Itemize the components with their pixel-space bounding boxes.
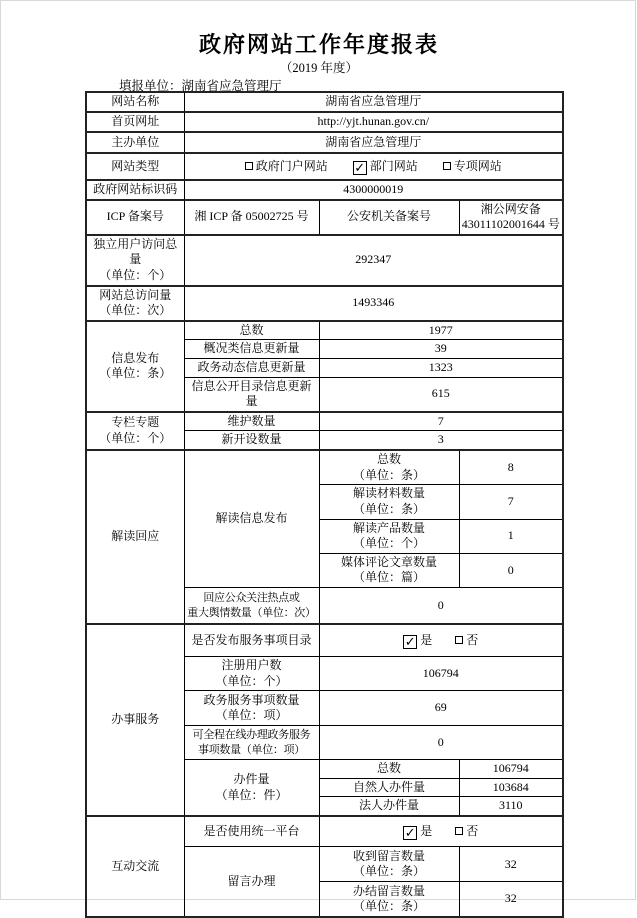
interpret-row-value: 1 [459, 519, 563, 553]
home-url-value: http://yjt.hunan.gov.cn/ [184, 112, 563, 132]
interpret-row-label: 解读产品数量 （单位：个） [319, 519, 459, 553]
checkbox-icon[interactable] [245, 162, 253, 170]
interpret-publish-label: 解读信息发布 [184, 450, 319, 588]
info-publish-row-value: 39 [319, 340, 563, 359]
checkbox-option-no[interactable] [455, 824, 478, 838]
checkbox-option-special-site[interactable] [443, 159, 502, 173]
case-volume-row-value: 103684 [459, 778, 563, 797]
icp-label: ICP 备案号 [86, 200, 184, 235]
checkbox-option-department-site[interactable] [353, 159, 418, 173]
case-volume-label: 办件量 （单位：件） [184, 760, 319, 816]
checkbox-icon[interactable] [455, 636, 463, 644]
interpret-row-value: 0 [459, 553, 563, 587]
organizer-value: 湖南省应急管理厅 [184, 132, 563, 153]
service-catalog-label: 是否发布服务事项目录 [184, 624, 319, 656]
case-volume-row-value: 3110 [459, 797, 563, 816]
page-subtitle: （2019 年度） [279, 61, 359, 75]
site-type-label: 网站类型 [86, 153, 184, 180]
total-visits-label: 网站总访问量 （单位：次） [86, 286, 184, 321]
case-volume-row-label: 总数 [319, 760, 459, 779]
unique-visitors-value: 292347 [184, 235, 563, 286]
unified-platform-options [319, 816, 563, 847]
checkbox-option-gov-portal[interactable] [245, 159, 328, 173]
site-code-value: 4300000019 [184, 180, 563, 200]
info-publish-row-value: 615 [319, 377, 563, 412]
service-row-label: 可全程在线办理政务服务 事项数量（单位：项） [184, 726, 319, 760]
info-publish-row-label: 概况类信息更新量 [184, 340, 319, 359]
special-topics-section-label: 专栏专题 （单位：个） [86, 412, 184, 450]
service-section-label: 办事服务 [86, 624, 184, 815]
service-row-value: 0 [319, 726, 563, 760]
case-volume-row-label: 法人办件量 [319, 797, 459, 816]
service-row-label: 政务服务事项数量 （单位：项） [184, 691, 319, 726]
service-row-value: 106794 [319, 656, 563, 690]
page-title: 政府网站工作年度报表 [198, 32, 439, 57]
interpret-section-label: 解读回应 [86, 450, 184, 625]
icp-value: 湘 ICP 备 05002725 号 [184, 200, 319, 235]
special-topics-row-value: 7 [319, 412, 563, 431]
checkbox-icon[interactable]: ✓ [354, 159, 366, 175]
info-publish-section-label: 信息发布 （单位：条） [86, 321, 184, 412]
case-volume-row-value: 106794 [459, 760, 563, 779]
info-publish-row-label: 信息公开目录信息更新量 [184, 377, 319, 412]
police-record-line2: 43011102001644 号 [461, 217, 560, 232]
checkbox-option-no[interactable] [455, 633, 478, 647]
message-row-value: 32 [459, 847, 563, 882]
option-label: 否 [466, 632, 479, 647]
interpret-row-label: 媒体评论文章数量 （单位：篇） [319, 553, 459, 587]
home-url-label: 首页网址 [86, 112, 184, 132]
info-publish-row-label: 总数 [184, 321, 319, 340]
police-record-label: 公安机关备案号 [319, 200, 459, 235]
option-label: 部门网站 [369, 158, 418, 173]
interpret-row-value: 8 [459, 450, 563, 485]
organizer-label: 主办单位 [86, 132, 184, 153]
info-publish-row-label: 政务动态信息更新量 [184, 358, 319, 377]
option-label: 是 [420, 632, 433, 647]
service-catalog-options [319, 624, 563, 656]
interpret-row-value: 7 [459, 485, 563, 519]
checkbox-icon[interactable]: ✓ [404, 824, 416, 840]
respond-hotspot-label: 回应公众关注热点或 重大舆情数量（单位：次） [184, 587, 319, 624]
interpret-row-label: 解读材料数量 （单位：条） [319, 485, 459, 519]
interpret-row-label: 总数 （单位：条） [319, 450, 459, 485]
unified-platform-label: 是否使用统一平台 [184, 816, 319, 847]
site-type-options [184, 153, 563, 180]
option-label: 是 [420, 823, 433, 838]
site-name-value: 湖南省应急管理厅 [184, 92, 563, 112]
filler-unit-label: 填报单位：湖南省应急管理厅 [119, 79, 282, 93]
police-record-line1: 湘公网安备 [480, 201, 541, 216]
case-volume-row-label: 自然人办件量 [319, 778, 459, 797]
info-publish-row-value: 1323 [319, 358, 563, 377]
message-row-label: 收到留言数量 （单位：条） [319, 847, 459, 882]
checkbox-option-yes[interactable] [403, 633, 432, 647]
checkbox-option-yes[interactable] [403, 824, 432, 838]
interaction-section-label: 互动交流 [86, 816, 184, 917]
site-name-label: 网站名称 [86, 92, 184, 112]
report-table [85, 91, 564, 918]
info-publish-row-value: 1977 [319, 321, 563, 340]
total-visits-value: 1493346 [184, 286, 563, 321]
option-label: 专项网站 [453, 158, 502, 173]
service-row-label: 注册用户数 （单位：个） [184, 656, 319, 690]
option-label: 否 [466, 823, 479, 838]
respond-hotspot-value: 0 [319, 587, 563, 624]
checkbox-icon[interactable] [443, 162, 451, 170]
unique-visitors-label: 独立用户访问总量 （单位：个） [86, 235, 184, 286]
special-topics-row-label: 维护数量 [184, 412, 319, 431]
police-record-value [459, 200, 563, 235]
site-code-label: 政府网站标识码 [86, 180, 184, 200]
special-topics-row-value: 3 [319, 431, 563, 450]
message-row-value: 32 [459, 882, 563, 917]
checkbox-icon[interactable] [455, 827, 463, 835]
message-handling-label: 留言办理 [184, 847, 319, 917]
message-row-label: 办结留言数量 （单位：条） [319, 882, 459, 917]
option-label: 政府门户网站 [255, 158, 328, 173]
service-row-value: 69 [319, 691, 563, 726]
special-topics-row-label: 新开设数量 [184, 431, 319, 450]
checkbox-icon[interactable]: ✓ [404, 633, 416, 649]
